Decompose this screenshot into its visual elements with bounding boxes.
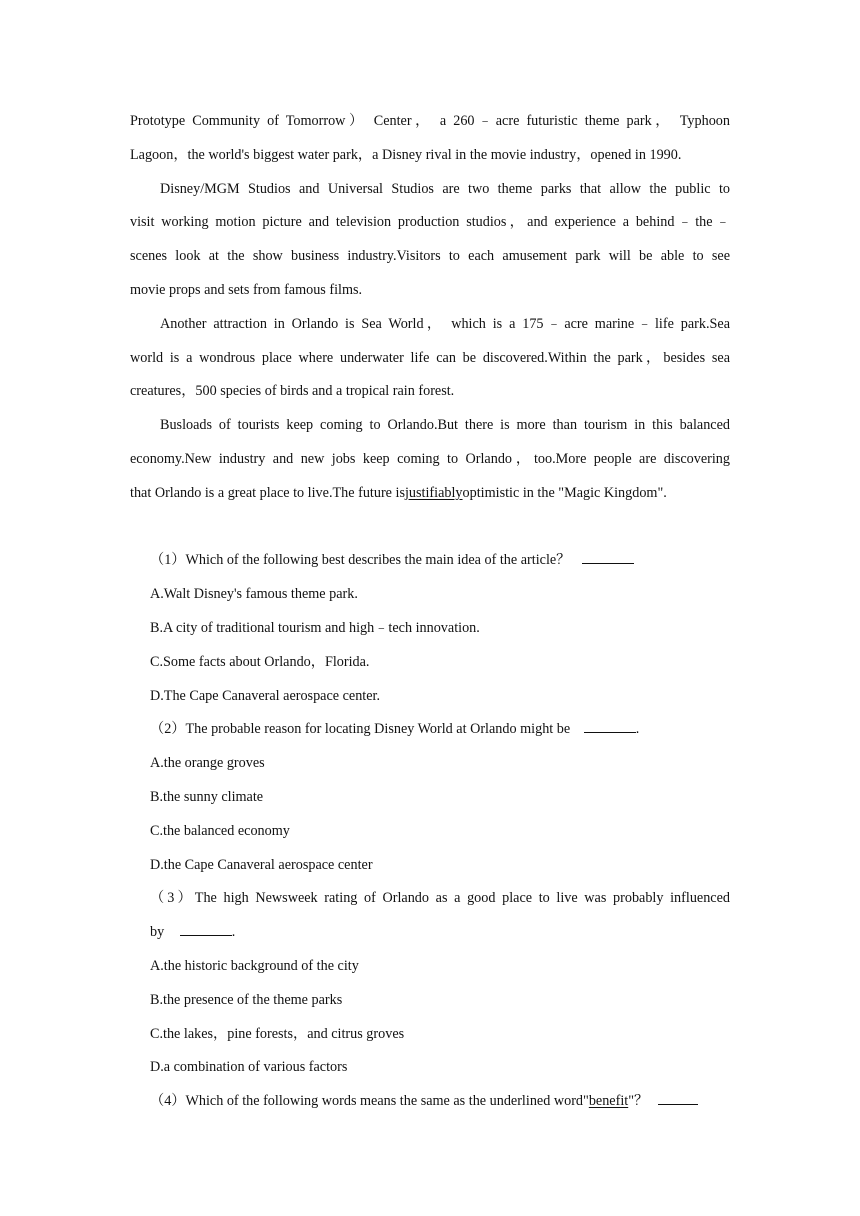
answer-blank[interactable]	[584, 718, 636, 733]
option[interactable]: C.the balanced economy	[150, 822, 290, 839]
passage	[130, 108, 730, 514]
option[interactable]: B.the sunny climate	[150, 788, 264, 805]
question-stem-text: "？	[628, 1093, 649, 1110]
option[interactable]: D.The Cape Canaveral aerospace center.	[150, 687, 381, 704]
question-stem-text: （4）Which of the following words means the same as the underlined word"	[150, 1093, 589, 1110]
passage-line: visit working motion picture and television production studios，and experience a behind﹣the﹣	[130, 214, 730, 231]
passage-line: Prototype Community of Tomorrow） Center， a 260﹣acre futuristic theme park， Typhoon	[130, 113, 730, 129]
question-stem-continued	[130, 919, 730, 953]
passage-line: Disney/MGM Studios and Universal Studios are two theme parks that allow the public to	[160, 180, 730, 197]
passage-line: Busloads of tourists keep coming to Orlando.But there is more than tourism in this balanced	[160, 417, 730, 434]
question-stem-text: by	[150, 924, 165, 941]
option[interactable]: C.the lakes，pine forests，and citrus groves	[150, 1025, 405, 1042]
passage-line: movie props and sets from famous films.	[130, 281, 363, 298]
passage-line: economy.New industry and new jobs keep coming to Orlando，too.More people are discovering	[130, 450, 730, 467]
passage-line: world is a wondrous place where underwater life can be discovered.Within the park，besides sea	[130, 349, 730, 366]
stem-end: .	[231, 924, 236, 941]
passage-text: optimistic in the "Magic Kingdom".	[462, 484, 667, 501]
question-stem-text: （2）The probable reason for locating Disney World at Orlando might be	[150, 721, 571, 738]
underlined-word: justifiably	[404, 484, 463, 501]
option[interactable]: C.Some facts about Orlando，Florida.	[150, 653, 370, 670]
option[interactable]: A.Walt Disney's famous theme park.	[150, 586, 358, 603]
option[interactable]: B.the presence of the theme parks	[150, 991, 343, 1008]
question-stem	[130, 547, 730, 581]
passage-line: creatures，500 species of birds and a tropical rain forest.	[130, 383, 455, 400]
option[interactable]: A.the orange groves	[150, 755, 265, 772]
passage-line	[130, 480, 730, 514]
question-stem	[130, 716, 730, 750]
passage-line: Lagoon，the world's biggest water park，a Disney rival in the movie industry，opened in 1990.	[130, 146, 682, 163]
option[interactable]: A.the historic background of the city	[150, 957, 359, 974]
question-1	[130, 547, 730, 716]
question-4	[130, 1088, 730, 1122]
spacer	[130, 514, 730, 548]
question-stem	[130, 1088, 730, 1122]
option[interactable]: D.the Cape Canaveral aerospace center	[150, 856, 373, 873]
option[interactable]: D.a combination of various factors	[150, 1059, 348, 1076]
answer-blank[interactable]	[180, 921, 232, 936]
answer-blank[interactable]	[658, 1090, 698, 1105]
passage-line: Another attraction in Orlando is Sea World， which is a 175﹣acre marine﹣life park.Sea	[160, 315, 730, 332]
passage-text: that Orlando is a great place to live.The future is	[130, 484, 405, 501]
document-page	[130, 108, 730, 1122]
question-stem-text: （1）Which of the following best describes the main idea of the article？	[150, 552, 571, 569]
question-stem: （3）The high Newsweek rating of Orlando as a good place to live was probably influenced	[150, 890, 730, 907]
answer-blank[interactable]	[582, 549, 634, 564]
underlined-word: benefit	[588, 1093, 629, 1110]
question-3	[130, 885, 730, 1088]
stem-end: .	[635, 721, 640, 738]
question-2	[130, 716, 730, 885]
passage-line: scenes look at the show business industry.Visitors to each amusement park will be able to see	[130, 248, 730, 265]
option[interactable]: B.A city of traditional tourism and high﹣tech innovation.	[150, 619, 480, 636]
